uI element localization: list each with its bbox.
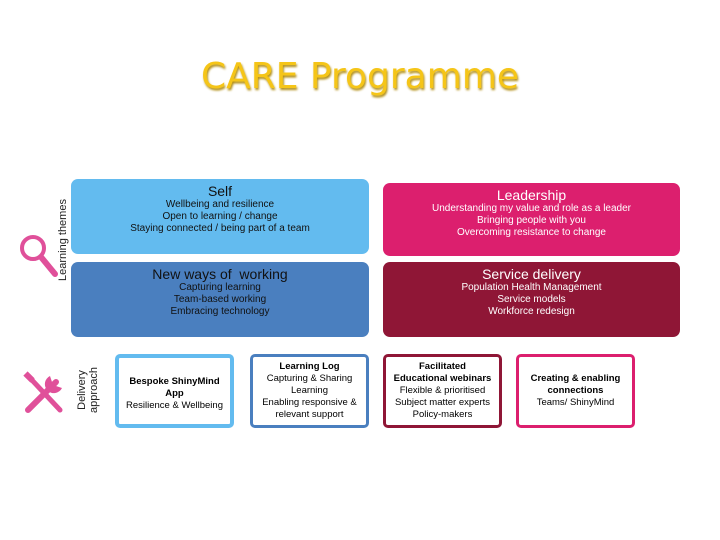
- delivery-heading: Bespoke ShinyMind: [129, 376, 220, 387]
- tools-icon: [20, 370, 68, 418]
- theme-leadership-heading: Leadership: [496, 187, 567, 203]
- delivery-heading: Creating & enabling: [530, 373, 621, 384]
- delivery-approach-line: approach: [88, 367, 100, 413]
- theme-new-ways-of-working: [71, 262, 369, 337]
- theme-self-heading: Self: [207, 183, 233, 199]
- delivery-connections: [516, 354, 635, 428]
- theme-service-delivery-line: Workforce redesign: [488, 306, 575, 317]
- delivery-heading: Learning Log: [279, 361, 340, 372]
- delivery-line: Teams/ ShinyMind: [536, 397, 615, 408]
- delivery-line: Learning: [291, 385, 328, 396]
- delivery-webinars: [383, 354, 502, 428]
- delivery-line: Flexible & prioritised: [399, 385, 486, 396]
- delivery-heading: connections: [547, 385, 604, 396]
- magnifier-icon: [18, 233, 60, 279]
- theme-service-delivery-heading: Service delivery: [482, 266, 581, 282]
- delivery-learning-log: [250, 354, 369, 428]
- theme-leadership-line: Understanding my value and role as a leader: [431, 203, 631, 214]
- theme-self-line: Open to learning / change: [162, 211, 278, 222]
- delivery-heading: Educational webinars: [393, 373, 492, 384]
- theme-self: [71, 179, 369, 254]
- delivery-line: Capturing & Sharing: [266, 373, 353, 384]
- theme-leadership: [383, 183, 680, 256]
- theme-self-line: Wellbeing and resilience: [165, 199, 275, 210]
- delivery-line: Enabling responsive &: [262, 397, 357, 408]
- delivery-line: Policy-makers: [412, 409, 473, 420]
- theme-service-delivery-line: Population Health Management: [461, 282, 602, 293]
- delivery-shinymind-app: [115, 354, 234, 428]
- theme-leadership-line: Bringing people with you: [477, 215, 586, 226]
- delivery-line: Subject matter experts: [394, 397, 491, 408]
- theme-new-ways-line: Team-based working: [173, 294, 267, 305]
- delivery-heading: Facilitated: [419, 361, 466, 372]
- delivery-approach-label: [76, 360, 100, 420]
- theme-new-ways-line: Embracing technology: [170, 306, 270, 317]
- delivery-approach-line: Delivery: [76, 370, 88, 410]
- theme-service-delivery-line: Service models: [497, 294, 566, 305]
- delivery-heading: App: [165, 388, 184, 399]
- delivery-line: Resilience & Wellbeing: [126, 400, 223, 411]
- delivery-line: relevant support: [275, 409, 344, 420]
- theme-self-line: Staying connected / being part of a team: [130, 223, 310, 234]
- learning-themes-label: Learning themes: [57, 199, 69, 281]
- theme-new-ways-heading: New ways of working: [152, 266, 288, 282]
- theme-leadership-line: Overcoming resistance to change: [457, 227, 606, 238]
- page-title: CARE Programme: [200, 56, 520, 97]
- theme-new-ways-line: Capturing learning: [179, 282, 261, 293]
- theme-service-delivery: [383, 262, 680, 337]
